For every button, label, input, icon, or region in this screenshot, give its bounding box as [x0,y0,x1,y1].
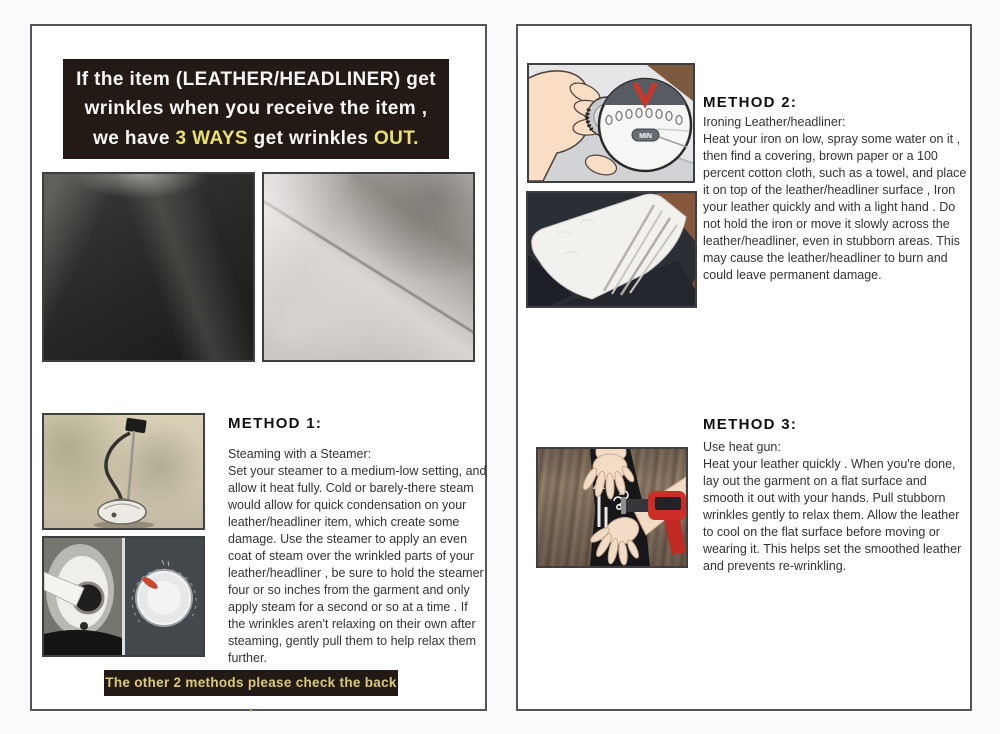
method3-subtitle: Use heat gun: [703,440,781,454]
heat-gun-vent [655,497,681,510]
steamer-detail-illustration [44,538,203,655]
right-page-panel [516,24,972,711]
method1-subtitle: Steaming with a Steamer: [228,447,372,461]
towel-illustration [528,193,695,306]
steamer-head [125,418,147,434]
banner-highlight-3ways: 3 WAYS [175,127,248,149]
banner-line-1: If the item (LEATHER/HEADLINER) get [76,68,436,90]
left-page-panel [30,24,487,715]
method2-subtitle: Ironing Leather/headliner: [703,115,846,129]
banner-line-2: wrinkles when you receive the item , [84,98,428,120]
method3-section [703,416,971,575]
banner-highlight-out: OUT. [373,127,419,149]
heat-gun-nozzle [624,499,650,512]
heat-gun-illustration [538,449,686,566]
folded-towel-photo [526,191,697,308]
wrinkled-black-leather-photo [42,172,255,362]
wrinkled-gray-headliner-photo [262,172,475,362]
method1-section [228,415,488,667]
iron-dial-illustration-photo [527,63,695,183]
min-setting-label: MIN [639,133,652,140]
method3-body: Heat your leather quickly . When you're done, lay out the garment on a flat surface and smooth it out with your hands. Pull stubborn wrinkles gently to relax them. Allow the leather to cool on the flat surface before moving or wearing it. This helps set the smoothed leather and prevents re-wrinkling. [703,457,962,573]
steamer-pole [128,431,134,503]
headline-banner [63,59,449,159]
method2-title: METHOD 2: [703,94,798,111]
garment-steamer-photo [42,413,205,530]
method1-title: METHOD 1: [228,415,323,432]
steamer-hose [106,433,130,503]
banner-line-3: we have 3 WAYS get wrinkles OUT. [93,127,419,149]
steam-nozzle-and-dial-photo [42,536,205,657]
heat-gun-photo [536,447,688,568]
method2-section [703,94,971,284]
iron-dial-illustration [529,65,693,181]
method1-body: Set your steamer to a medium-low setting, and allow it heat fully. Cold or barely-there steam would allow for quick condensation on your leather/headliner item, which create some damage. Use the steamer to apply an even coat of steam over the wrinkled parts of your leather/headliner , be sure to hold the steamer four or so inches from the garment and only apply steam for a second or so at a time . If the wrinkles aren't relaxing on their own after steaming, gently pull them to help relax them further. [228,464,487,665]
back-note-banner: The other 2 methods please check the back . [104,670,398,696]
steamer-illustration [44,415,203,528]
method3-title: METHOD 3: [703,416,798,433]
heat-gun-handle [664,520,686,555]
method2-body: Heat your iron on low, spray some water on it , then find a covering, brown paper or a 100 percent cotton cloth, such as a towel, and place it on top of the leather/headliner surface , Iron your leather quickly and with a light hand . Do not hold the iron or move it slowly across the leather/headliner, even in stubborn areas. This may cause the leather/headliner to burn and could leave permanent damage. [703,132,967,282]
